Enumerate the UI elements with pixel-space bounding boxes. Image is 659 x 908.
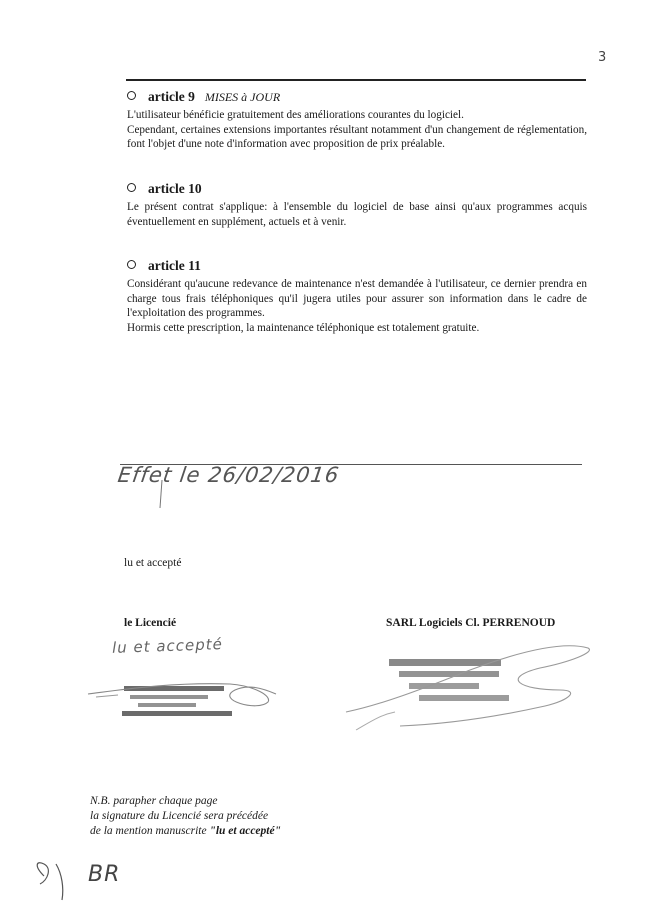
licensee-label: le Licencié [124,617,177,629]
licensor-label: SARL Logiciels Cl. PERRENOUD [386,617,556,629]
article-paragraph: Hormis cette prescription, la maintenance téléphonique est totalement gratuite. [127,321,480,334]
handwritten-date-note: Effet le 26/02/2016 [116,463,342,487]
bullet-icon [127,91,136,100]
bullet-icon [127,183,136,192]
article-number: article 11 [148,258,201,273]
footnote [90,794,281,839]
article-paragraph: Cependant, certaines extensions importantes résultant notamment d'un changement de réglementation, font l'objet d'une note d'information avec proposition de prix préalable. [127,123,587,150]
article-paragraph: Le présent contrat s'applique: à l'ensemble du logiciel de base ainsi qu'aux programmes acquis éventuellement en supplément, actuels et à venir. [127,201,587,228]
article-10 [127,180,587,229]
article-9 [127,88,587,152]
article-subtitle: MISES à JOUR [204,90,281,104]
article-number: article 9 [148,89,195,104]
handwritten-initials: BR [88,862,121,887]
article-number: article 10 [148,181,202,196]
footnote-line [90,824,281,839]
footnote-emphasis: "lu et accepté" [209,825,281,837]
licensee-stamp [120,684,236,720]
article-9-heading [127,88,587,106]
article-paragraph: L'utilisateur bénéficie gratuitement des améliorations courantes du logiciel. [127,109,464,121]
article-11 [127,257,587,335]
footnote-line: N.B. parapher chaque page [90,795,218,807]
top-divider [126,79,586,81]
article-11-heading [127,257,587,275]
footnote-text: de la mention manuscrite [90,825,210,837]
article-10-heading [127,180,587,198]
footnote-line: la signature du Licencié sera précédée [90,810,269,822]
page-number: 3 [598,50,607,65]
bullet-icon [127,260,136,269]
acceptance-text: lu et accepté [124,557,182,569]
licensor-stamp [385,655,525,711]
licensee-handwritten-mention: lu et accepté [111,635,224,657]
article-paragraph: Considérant qu'aucune redevance de maintenance n'est demandée à l'utilisateur, ce dernier prendra en charge tous frais téléphoniques qu'il jugera utiles pour assurer son information dans le cadre de l'exploitation des programmes. [127,278,587,319]
